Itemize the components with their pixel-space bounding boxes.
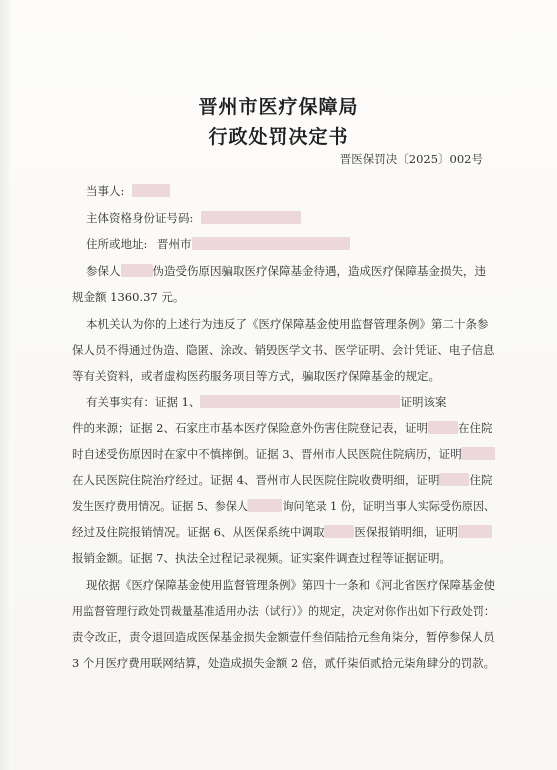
para3-text: 经过及住院报销情况。证据 6、从医保系统中调取 bbox=[72, 525, 325, 539]
para3-text: 件的来源；证据 2、石家庄市基本医疗保险意外伤害住院登记表，证明 bbox=[72, 421, 428, 435]
document-type-title: 行政处罚决定书 bbox=[208, 126, 349, 148]
para3-line3 bbox=[72, 446, 496, 462]
para3-text: 发生医疗费用情况。证据 5、参保人 bbox=[72, 499, 248, 513]
para2-line1: 本机关认为你的上述行为违反了《医疗保障基金使用监督管理条例》第二十条参 bbox=[86, 317, 489, 331]
para3-text: 证明该案 bbox=[400, 395, 447, 409]
party-label: 当事人: bbox=[86, 184, 125, 198]
para1-text-b: 伪造受伤原因骗取医疗保障基金待遇，造成医疗保障基金损失，违 bbox=[152, 264, 486, 278]
para3-text: 在人民医院住院治疗经过。证据 4、晋州市人民医院住院收费明细，证明 bbox=[72, 473, 440, 487]
address-prefix: 晋州市 bbox=[157, 237, 192, 251]
para3-line5 bbox=[72, 498, 495, 514]
redacted-name bbox=[324, 525, 354, 538]
para3-text: 时自述受伤原因时在家中不慎摔倒。证据 3、晋州市人民医院住院病历，证明 bbox=[72, 447, 462, 461]
redacted-name bbox=[439, 473, 469, 486]
para4-line3: 责令改正，责令退回造成医保基金损失金额壹仟叁佰陆拾元叁角柒分，暂停参保人员 bbox=[72, 630, 495, 644]
redacted-name bbox=[121, 264, 153, 277]
address-label: 住所或地址: bbox=[86, 237, 148, 251]
para3-line4 bbox=[72, 472, 492, 488]
para3-line6 bbox=[72, 524, 492, 540]
para3-line1 bbox=[86, 394, 446, 410]
para1-text-a: 参保人 bbox=[86, 264, 121, 278]
redacted-name bbox=[132, 184, 170, 197]
para4-line4: 3 个月医疗费用联网结算，处造成损失金额 2 倍，贰仟柒佰贰拾元柒角肆分的罚款。 bbox=[72, 656, 495, 670]
redacted-name bbox=[462, 447, 496, 460]
redacted-address bbox=[192, 237, 350, 250]
document-number: 晋医保罚决〔2025〕002号 bbox=[339, 152, 483, 166]
redacted-id bbox=[201, 211, 301, 224]
para1-line1 bbox=[86, 263, 486, 279]
para3-text: 询问笔录 1 份，证明当事人实际受伤原因、 bbox=[282, 499, 496, 513]
id-label: 主体资格身份证号码: bbox=[86, 211, 194, 225]
para2-line2: 保人员不得通过伪造、隐匿、涂改、销毁医学文书、医学证明、会计凭证、电子信息 bbox=[72, 343, 495, 357]
address-line bbox=[86, 236, 350, 252]
redacted-evidence bbox=[200, 395, 400, 408]
para4-line2: 用监督管理行政处罚裁量基准适用办法（试行）》的规定，决定对你作出如下行政处罚： bbox=[72, 604, 495, 618]
para2-line3: 等有关资料，或者虚构医药服务项目等方式，骗取医疗保障基金的规定。 bbox=[72, 369, 440, 383]
para3-line2 bbox=[72, 420, 492, 436]
party-line bbox=[86, 183, 170, 199]
redacted-name bbox=[428, 421, 458, 434]
para3-text: 在住院 bbox=[457, 421, 493, 435]
para3-line7: 报销金额。证据 7、执法全过程记录视频。证实案件调查过程等证据证明。 bbox=[72, 551, 451, 565]
para3-text: 住院 bbox=[469, 473, 493, 487]
para3-text: 医保报销明细，证明 bbox=[354, 525, 458, 539]
para1-line2: 规金额 1360.37 元。 bbox=[72, 290, 185, 304]
para3-text: 有关事实有：证据 1、 bbox=[86, 395, 201, 409]
redacted-name bbox=[248, 499, 283, 512]
id-line bbox=[86, 210, 301, 226]
agency-title: 晋州市医疗保障局 bbox=[198, 96, 359, 118]
redacted-name bbox=[458, 525, 492, 538]
para4-line1: 现依据《医疗保障基金使用监督管理条例》第四十一条和《河北省医疗保障基金使 bbox=[86, 578, 496, 592]
